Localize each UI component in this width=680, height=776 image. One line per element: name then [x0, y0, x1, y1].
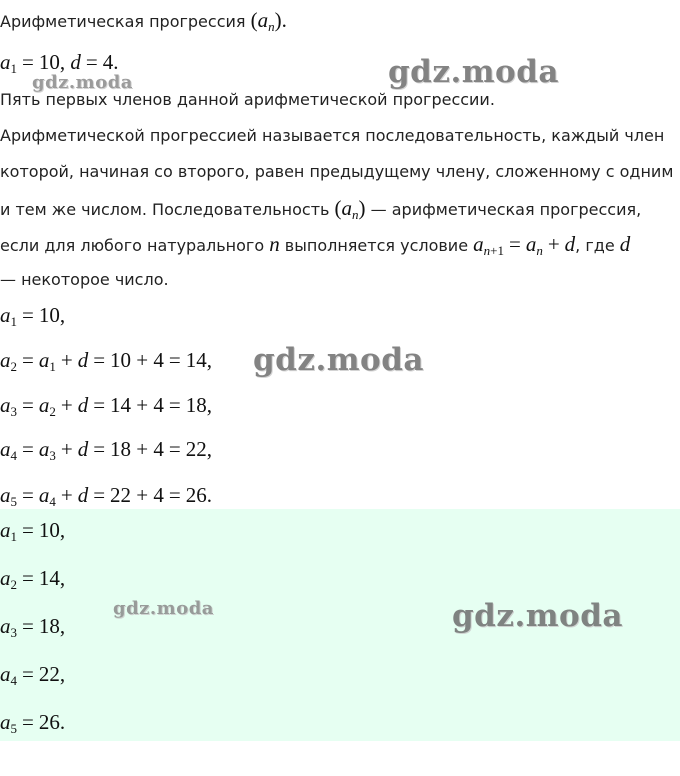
definition-line-2: которой, начиная со второго, равен предыдущему члену, сложенному с одним [0, 162, 674, 181]
given-values: $a_1 = 10$, d = 4. [0, 50, 119, 76]
step-1: $a_1 = 10$, [0, 303, 66, 329]
watermark: gdz.moda [253, 342, 424, 378]
answer-5: $a_5 = 26$. [0, 710, 66, 736]
step-3: $a_3 = a_2 + d = 14 + 4 = 18$, [0, 393, 212, 419]
heading-sequence: $(a_n)$. [250, 8, 287, 34]
answer-3: $a_3 = 18$, [0, 614, 66, 640]
definition-line-1: Арифметической прогрессией называется последовательность, каждый член [0, 126, 665, 145]
answer-2: $a_2 = 14$, [0, 566, 66, 592]
heading [0, 9, 287, 33]
definition-line-3: и тем же числом. Последовательность $(a_n)$ — арифметическая прогрессия, [0, 196, 642, 222]
step-4: $a_4 = a_3 + d = 18 + 4 = 22$, [0, 437, 212, 463]
watermark: gdz.moda [32, 72, 133, 93]
recurrence-formula: $a_{n+1} = a_n + d$ [473, 232, 576, 258]
step-2: $a_2 = a_1 + d = 10 + 4 = 14$, [0, 348, 212, 374]
task-statement: Пять первых членов данной арифметической прогрессии. [0, 90, 495, 109]
heading-text: Арифметическая прогрессия [0, 12, 246, 31]
sequence-notation: $(a_n)$ [334, 196, 366, 222]
step-5: $a_5 = a_4 + d = 22 + 4 = 26$. [0, 483, 212, 509]
watermark: gdz.moda [388, 54, 559, 90]
definition-line-4: если для любого натурального n выполняется условие $a_{n+1} = a_n + d$, где d [0, 232, 631, 258]
given-d: 4 [102, 50, 114, 74]
watermark: gdz.moda [452, 598, 623, 634]
watermark: gdz.moda [113, 598, 214, 619]
answer-1: $a_1 = 10$, [0, 518, 66, 544]
answer-4: $a_4 = 22$, [0, 662, 66, 688]
given-a1: 10 [38, 50, 60, 74]
definition-line-5: — некоторое число. [0, 270, 169, 289]
